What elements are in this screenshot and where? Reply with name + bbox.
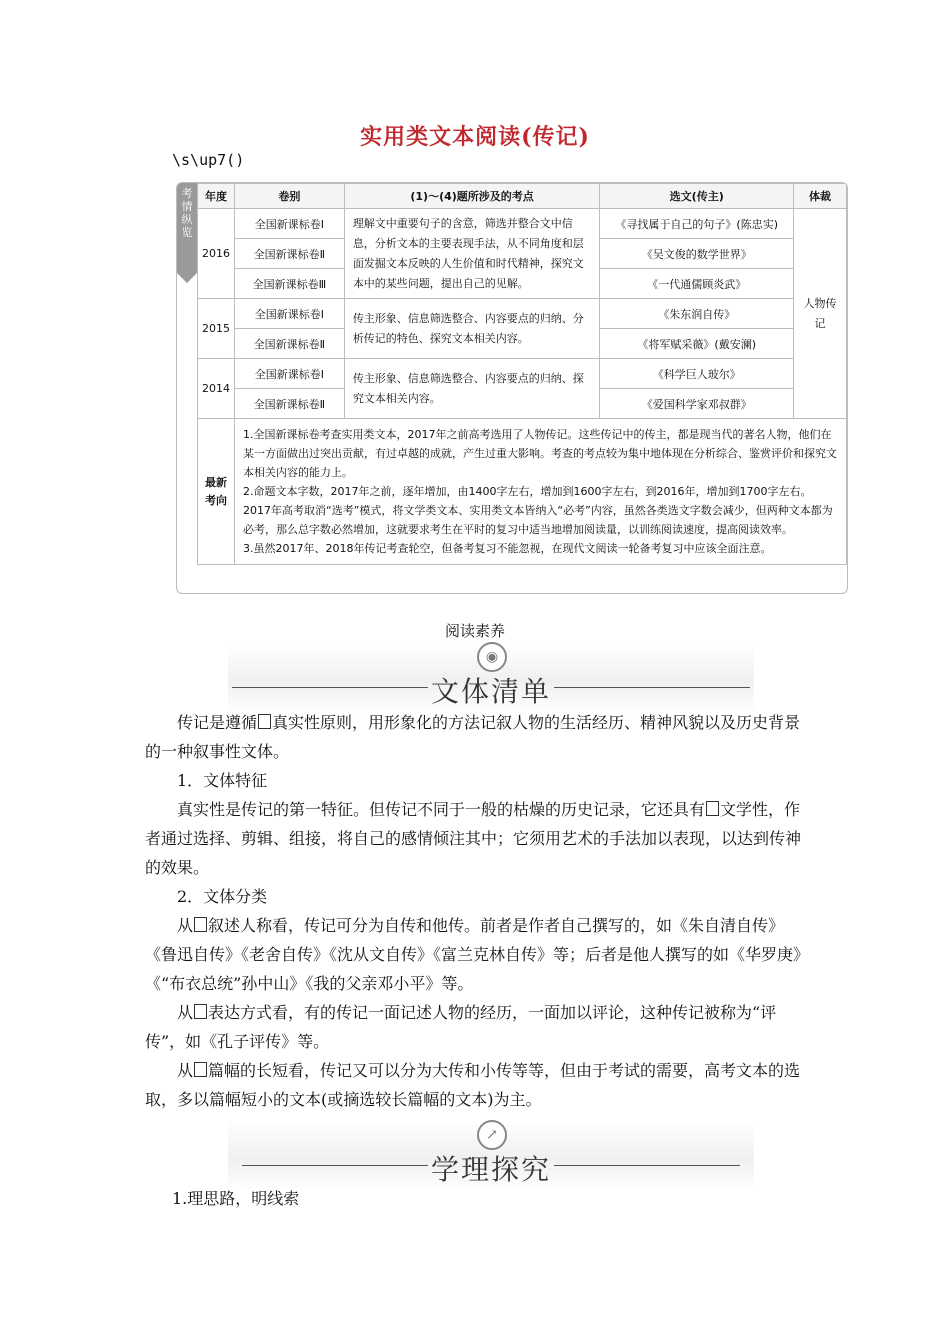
paragraph-text: 从 (177, 1003, 194, 1022)
checkbox-icon (706, 801, 719, 816)
selection-cell: 《寻找属于自己的句子》(陈忠实) (600, 209, 794, 239)
header-points: (1)～(4)题所涉及的考点 (344, 184, 600, 209)
checkbox-icon (258, 714, 271, 729)
year-cell: 2016 (198, 209, 235, 299)
paper-cell: 全国新课标卷Ⅰ (235, 359, 345, 389)
paragraph (145, 708, 807, 766)
year-cell: 2015 (198, 299, 235, 359)
table-row (198, 359, 847, 389)
trend-chart-icon: ↗ (477, 1120, 507, 1150)
banner-title: 文体清单 (430, 675, 551, 708)
side-tab-label: 考情纵览 (177, 183, 197, 273)
paragraph (145, 1056, 807, 1114)
selection-cell: 《爱国科学家邓叔群》 (600, 389, 794, 419)
section-banner-study (228, 1120, 754, 1192)
header-selection: 选文(传主) (600, 184, 794, 209)
header-year: 年度 (198, 184, 235, 209)
checkbox-icon (194, 1062, 207, 1077)
paper-cell: 全国新课标卷Ⅱ (235, 329, 345, 359)
section-heading: 2．文体分类 (177, 887, 268, 906)
location-pin-icon: ◉ (477, 642, 507, 672)
field-code-text: \s\up7() (172, 151, 245, 169)
paragraph-text: 篇幅的长短看，传记又可以分为大传和小传等等，但由于考试的需要，高考文本的选取，多以篇幅短小的文本(或摘选较长篇幅的文本)为主。 (145, 1061, 801, 1109)
selection-cell: 《吴文俊的数学世界》 (600, 239, 794, 269)
header-paper: 卷别 (235, 184, 345, 209)
paper-cell: 全国新课标卷Ⅰ (235, 209, 345, 239)
list-item: 1.理思路，明线索 (172, 1189, 300, 1208)
paragraph-text: 叙述人称看，传记可分为自传和他传。前者是作者自己撰写的，如《朱自清自传》《鲁迅自传》《老舍自传》《沈从文自传》《富兰克林自传》等；后者是他人撰写的如《华罗庚》《“布衣总统”孙中山》《我的父亲邓小平》等。 (145, 916, 802, 993)
page-title: 实用类文本阅读(传记) (360, 124, 590, 150)
section-subtitle: 阅读素养 (444, 622, 505, 640)
latest-trend-label: 最新考向 (198, 419, 235, 565)
checkbox-icon (194, 917, 207, 932)
selection-cell: 《朱东润自传》 (600, 299, 794, 329)
checkbox-icon (194, 1004, 207, 1019)
selection-cell: 《将军赋采薇》(戴安澜) (600, 329, 794, 359)
latest-trend-item: 3.虽然2017年、2018年传记考查轮空，但备考复习不能忽视，在现代文阅读一轮备考复习中应该全面注意。 (243, 542, 772, 555)
points-cell: 理解文中重要句子的含意，筛选并整合文中信息，分析文本的主要表现手法，从不同角度和层面发掘文本反映的人生价值和时代精神，探究文本中的某些问题，提出自己的见解。 (344, 209, 600, 299)
paper-cell: 全国新课标卷Ⅰ (235, 299, 345, 329)
table-row (198, 299, 847, 329)
paper-cell: 全国新课标卷Ⅲ (235, 269, 345, 299)
paragraph (145, 911, 807, 998)
paper-cell: 全国新课标卷Ⅱ (235, 239, 345, 269)
paragraph-text: 表达方式看，有的传记一面记述人物的经历，一面加以评论，这种传记被称为“评传”，如《孔子评传》等。 (145, 1003, 777, 1051)
paragraph (145, 998, 807, 1056)
paragraph-text: 真实性原则，用形象化的方法记叙人物的生活经历、精神风貌以及历史背景的一种叙事性文体。 (145, 713, 801, 761)
paragraph (145, 795, 807, 882)
paper-cell: 全国新课标卷Ⅱ (235, 389, 345, 419)
genre-intro-text (145, 708, 807, 1114)
latest-trend-item: 1.全国新课标卷考查实用类文本，2017年之前高考选用了人物传记。这些传记中的传主，都是现当代的著名人物，他们在某一方面做出过突出贡献，有过卓越的成就，产生过重大影响。考查的考点较为集中地体现在分析综合、鉴赏评价和探究文本相关内容的能力上。 (243, 428, 837, 479)
genre-cell: 人物传记 (794, 209, 847, 419)
banner-title: 学理探究 (430, 1153, 551, 1186)
latest-trend-row (198, 419, 847, 565)
paragraph-text: 文学性，作者通过选择、剪辑、组接，将自己的感情倾注其中；它须用艺术的手法加以表现，以达到传神的效果。 (145, 800, 802, 877)
points-cell: 传主形象、信息筛选整合、内容要点的归纳、分析传记的特色、探究文本相关内容。 (344, 299, 600, 359)
selection-cell: 《科学巨人玻尔》 (600, 359, 794, 389)
paragraph-text: 传记是遵循 (177, 713, 258, 732)
section-banner-genre (228, 642, 754, 714)
section-heading: 1．文体特征 (177, 771, 268, 790)
points-cell: 传主形象、信息筛选整合、内容要点的归纳、探究文本相关内容。 (344, 359, 600, 419)
exam-overview-table (176, 182, 848, 594)
table-header-row (198, 184, 847, 209)
latest-trend-body (235, 419, 847, 565)
year-cell: 2014 (198, 359, 235, 419)
selection-cell: 《一代通儒顾炎武》 (600, 269, 794, 299)
paragraph-text: 从 (177, 1061, 194, 1080)
latest-trend-item: 2.命题文本字数，2017年之前，逐年增加，由1400字左右，增加到1600字左右，到2016年，增加到1700字左右。2017年高考取消“选考”模式，将文学类文本、实用类文本皆纳入“必考”内容，虽然各类选文字数会减少，但两种文本都为必考，那么总字数必然增加，这就要求考生在平时的复习中适当地增加阅读量，以训练阅读速度，提高阅读效率。 (243, 485, 833, 536)
table-row (198, 209, 847, 239)
overview-table (197, 183, 847, 565)
paragraph-text: 真实性是传记的第一特征。但传记不同于一般的枯燥的历史记录，它还具有 (177, 800, 706, 819)
header-genre: 体裁 (794, 184, 847, 209)
paragraph-text: 从 (177, 916, 194, 935)
